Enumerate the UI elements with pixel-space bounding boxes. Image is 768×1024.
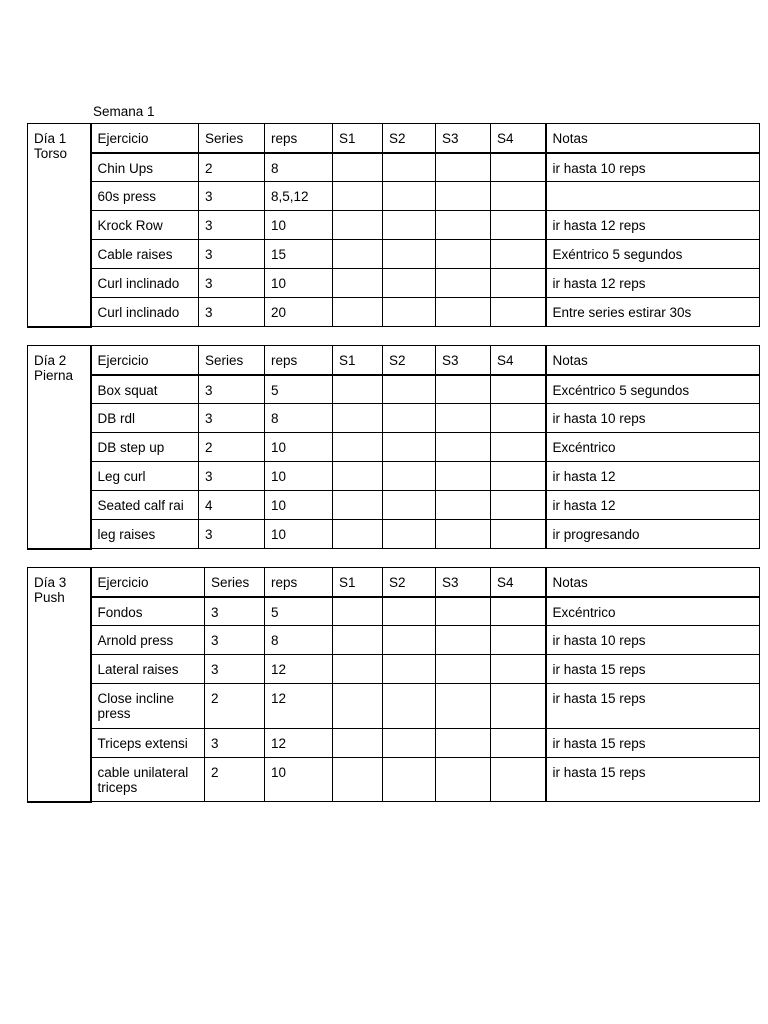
cell-reps: 10	[265, 211, 333, 240]
cell-notas: ir hasta 12	[546, 491, 760, 520]
cell-s2[interactable]	[383, 211, 436, 240]
col-header-s2: S2	[383, 346, 436, 375]
cell-notas: ir hasta 15 reps	[546, 655, 760, 684]
col-header-s3: S3	[436, 346, 491, 375]
cell-notas: ir hasta 15 reps	[546, 684, 760, 729]
cell-s1[interactable]	[333, 520, 383, 549]
table-row	[28, 153, 760, 182]
cell-s4[interactable]	[491, 269, 546, 298]
cell-s2[interactable]	[383, 375, 436, 404]
cell-series: 3	[199, 298, 265, 327]
cell-ejercicio: Cable raises	[91, 240, 199, 269]
col-header-s3: S3	[436, 124, 491, 153]
table-row	[28, 211, 760, 240]
day-cell	[28, 124, 91, 327]
cell-s4[interactable]	[491, 491, 546, 520]
cell-notas: ir hasta 10 reps	[546, 626, 760, 655]
cell-s3[interactable]	[436, 626, 491, 655]
col-header-reps: reps	[265, 568, 333, 597]
cell-notas: ir progresando	[546, 520, 760, 549]
col-header-s1: S1	[333, 568, 383, 597]
col-header-series: Series	[199, 346, 265, 375]
cell-s2[interactable]	[383, 240, 436, 269]
cell-reps: 10	[265, 433, 333, 462]
col-header-s4: S4	[491, 124, 546, 153]
col-header-notas: Notas	[546, 568, 760, 597]
day-1-table	[27, 123, 760, 328]
day-name: Torso	[34, 146, 68, 161]
cell-ejercicio: Arnold press	[91, 626, 205, 655]
cell-s2[interactable]	[383, 491, 436, 520]
col-header-ejercicio: Ejercicio	[91, 568, 205, 597]
cell-ejercicio: Fondos	[91, 597, 205, 626]
cell-reps: 20	[265, 298, 333, 327]
cell-s3[interactable]	[436, 655, 491, 684]
cell-notas: Excéntrico	[546, 597, 760, 626]
day-cell	[28, 346, 91, 549]
table-row	[28, 655, 760, 684]
cell-notas: ir hasta 10 reps	[546, 153, 760, 182]
cell-series: 3	[199, 211, 265, 240]
cell-notas: ir hasta 15 reps	[546, 729, 760, 758]
cell-ejercicio: Seated calf rai	[91, 491, 199, 520]
cell-s1[interactable]	[333, 182, 383, 211]
cell-reps: 12	[265, 729, 333, 758]
cell-s3[interactable]	[436, 729, 491, 758]
cell-notas: Excéntrico	[546, 433, 760, 462]
cell-s1[interactable]	[333, 758, 383, 802]
cell-notas: ir hasta 12 reps	[546, 269, 760, 298]
cell-s3[interactable]	[436, 404, 491, 433]
cell-s1[interactable]	[333, 462, 383, 491]
table-row	[28, 597, 760, 626]
cell-s4[interactable]	[491, 153, 546, 182]
table-row	[28, 404, 760, 433]
cell-series: 2	[199, 153, 265, 182]
cell-s2[interactable]	[383, 153, 436, 182]
cell-s4[interactable]	[491, 298, 546, 327]
table-row	[28, 182, 760, 211]
cell-s1[interactable]	[333, 626, 383, 655]
cell-series: 3	[199, 462, 265, 491]
cell-s1[interactable]	[333, 655, 383, 684]
cell-ejercicio: leg raises	[91, 520, 199, 549]
table-header-row	[28, 124, 760, 153]
cell-reps: 5	[265, 375, 333, 404]
col-header-ejercicio: Ejercicio	[91, 124, 199, 153]
cell-series: 3	[205, 597, 265, 626]
col-header-notas: Notas	[546, 124, 760, 153]
cell-series: 3	[199, 269, 265, 298]
table-header-row	[28, 568, 760, 597]
cell-reps: 15	[265, 240, 333, 269]
col-header-s3: S3	[436, 568, 491, 597]
cell-s4[interactable]	[491, 655, 546, 684]
day-name: Pierna	[34, 368, 74, 383]
table-row	[28, 729, 760, 758]
col-header-s2: S2	[383, 124, 436, 153]
cell-series: 3	[205, 729, 265, 758]
cell-reps: 10	[265, 491, 333, 520]
cell-s3[interactable]	[436, 240, 491, 269]
cell-notas: Entre series estirar 30s	[546, 298, 760, 327]
cell-s4[interactable]	[491, 626, 546, 655]
cell-s1[interactable]	[333, 269, 383, 298]
cell-s1[interactable]	[333, 491, 383, 520]
cell-ejercicio: Leg curl	[91, 462, 199, 491]
cell-s1[interactable]	[333, 298, 383, 327]
cell-series: 3	[205, 626, 265, 655]
cell-s2[interactable]	[383, 298, 436, 327]
cell-series: 3	[199, 182, 265, 211]
cell-s4[interactable]	[491, 404, 546, 433]
cell-s4[interactable]	[491, 182, 546, 211]
cell-reps: 10	[265, 269, 333, 298]
table-header-row	[28, 346, 760, 375]
col-header-ejercicio: Ejercicio	[91, 346, 199, 375]
cell-notas: ir hasta 12 reps	[546, 211, 760, 240]
cell-reps: 8	[265, 153, 333, 182]
cell-s3[interactable]	[436, 375, 491, 404]
cell-series: 4	[199, 491, 265, 520]
cell-s1[interactable]	[333, 153, 383, 182]
day-number: Día 2	[34, 353, 67, 368]
cell-s2[interactable]	[383, 462, 436, 491]
cell-series: 3	[199, 404, 265, 433]
cell-s1[interactable]	[333, 211, 383, 240]
cell-s2[interactable]	[383, 684, 436, 729]
week-label: Semana 1	[93, 104, 155, 119]
cell-s3[interactable]	[436, 269, 491, 298]
table-row	[28, 240, 760, 269]
day-number: Día 1	[34, 131, 67, 146]
cell-s2[interactable]	[383, 269, 436, 298]
cell-s2[interactable]	[383, 655, 436, 684]
cell-s3[interactable]	[436, 758, 491, 802]
cell-ejercicio: Chin Ups	[91, 153, 199, 182]
col-header-reps: reps	[265, 124, 333, 153]
day-cell	[28, 568, 91, 802]
cell-ejercicio: Krock Row	[91, 211, 199, 240]
cell-s4[interactable]	[491, 462, 546, 491]
cell-s1[interactable]	[333, 433, 383, 462]
cell-reps: 5	[265, 597, 333, 626]
cell-s3[interactable]	[436, 433, 491, 462]
cell-s4[interactable]	[491, 520, 546, 549]
cell-s2[interactable]	[383, 729, 436, 758]
cell-s3[interactable]	[436, 597, 491, 626]
cell-notas: Excéntrico 5 segundos	[546, 375, 760, 404]
cell-reps: 10	[265, 758, 333, 802]
day-number: Día 3	[34, 575, 67, 590]
cell-reps: 12	[265, 655, 333, 684]
cell-reps: 10	[265, 462, 333, 491]
cell-s4[interactable]	[491, 729, 546, 758]
table-row	[28, 298, 760, 327]
cell-series: 2	[199, 433, 265, 462]
cell-notas: ir hasta 15 reps	[546, 758, 760, 802]
cell-s1[interactable]	[333, 404, 383, 433]
cell-s3[interactable]	[436, 153, 491, 182]
cell-series: 3	[199, 240, 265, 269]
cell-s3[interactable]	[436, 211, 491, 240]
col-header-s2: S2	[383, 568, 436, 597]
table-row	[28, 269, 760, 298]
cell-notas: ir hasta 12	[546, 462, 760, 491]
col-header-notas: Notas	[546, 346, 760, 375]
cell-notas: Exéntrico 5 segundos	[546, 240, 760, 269]
cell-notas	[546, 182, 760, 211]
cell-s2[interactable]	[383, 626, 436, 655]
cell-s3[interactable]	[436, 684, 491, 729]
cell-series: 2	[205, 758, 265, 802]
cell-s4[interactable]	[491, 597, 546, 626]
cell-s3[interactable]	[436, 491, 491, 520]
cell-reps: 8	[265, 404, 333, 433]
table-row	[28, 684, 760, 729]
cell-s1[interactable]	[333, 729, 383, 758]
cell-ejercicio: 60s press	[91, 182, 199, 211]
table-row	[28, 626, 760, 655]
cell-reps: 12	[265, 684, 333, 729]
cell-series: 3	[199, 520, 265, 549]
table-row	[28, 433, 760, 462]
cell-notas: ir hasta 10 reps	[546, 404, 760, 433]
cell-ejercicio: DB rdl	[91, 404, 199, 433]
col-header-s4: S4	[491, 568, 546, 597]
cell-ejercicio: Curl inclinado	[91, 298, 199, 327]
cell-series: 3	[199, 375, 265, 404]
day-3-table	[27, 567, 760, 803]
cell-reps: 8,5,12	[265, 182, 333, 211]
day-name: Push	[34, 590, 65, 605]
table-row	[28, 491, 760, 520]
cell-s4[interactable]	[491, 684, 546, 729]
table-row	[28, 462, 760, 491]
cell-s3[interactable]	[436, 298, 491, 327]
table-row	[28, 758, 760, 802]
cell-s3[interactable]	[436, 182, 491, 211]
table-row	[28, 375, 760, 404]
col-header-s1: S1	[333, 346, 383, 375]
cell-s2[interactable]	[383, 597, 436, 626]
cell-s2[interactable]	[383, 404, 436, 433]
cell-s1[interactable]	[333, 597, 383, 626]
cell-s4[interactable]	[491, 240, 546, 269]
cell-s4[interactable]	[491, 758, 546, 802]
cell-ejercicio: Triceps extensi	[91, 729, 205, 758]
cell-reps: 8	[265, 626, 333, 655]
col-header-s1: S1	[333, 124, 383, 153]
table-row	[28, 520, 760, 549]
cell-s4[interactable]	[491, 375, 546, 404]
col-header-reps: reps	[265, 346, 333, 375]
day-2-table	[27, 345, 760, 550]
cell-ejercicio: Curl inclinado	[91, 269, 199, 298]
col-header-series: Series	[205, 568, 265, 597]
cell-s1[interactable]	[333, 684, 383, 729]
cell-s4[interactable]	[491, 211, 546, 240]
cell-ejercicio: Box squat	[91, 375, 199, 404]
cell-reps: 10	[265, 520, 333, 549]
cell-ejercicio: Lateral raises	[91, 655, 205, 684]
cell-s2[interactable]	[383, 520, 436, 549]
cell-s1[interactable]	[333, 240, 383, 269]
cell-ejercicio: Close incline press	[91, 684, 205, 729]
cell-s2[interactable]	[383, 182, 436, 211]
cell-series: 2	[205, 684, 265, 729]
cell-s3[interactable]	[436, 520, 491, 549]
cell-series: 3	[205, 655, 265, 684]
cell-s4[interactable]	[491, 433, 546, 462]
cell-s1[interactable]	[333, 375, 383, 404]
col-header-series: Series	[199, 124, 265, 153]
cell-s2[interactable]	[383, 433, 436, 462]
cell-s2[interactable]	[383, 758, 436, 802]
cell-s3[interactable]	[436, 462, 491, 491]
cell-ejercicio: cable unilateral triceps	[91, 758, 205, 802]
col-header-s4: S4	[491, 346, 546, 375]
cell-ejercicio: DB step up	[91, 433, 199, 462]
